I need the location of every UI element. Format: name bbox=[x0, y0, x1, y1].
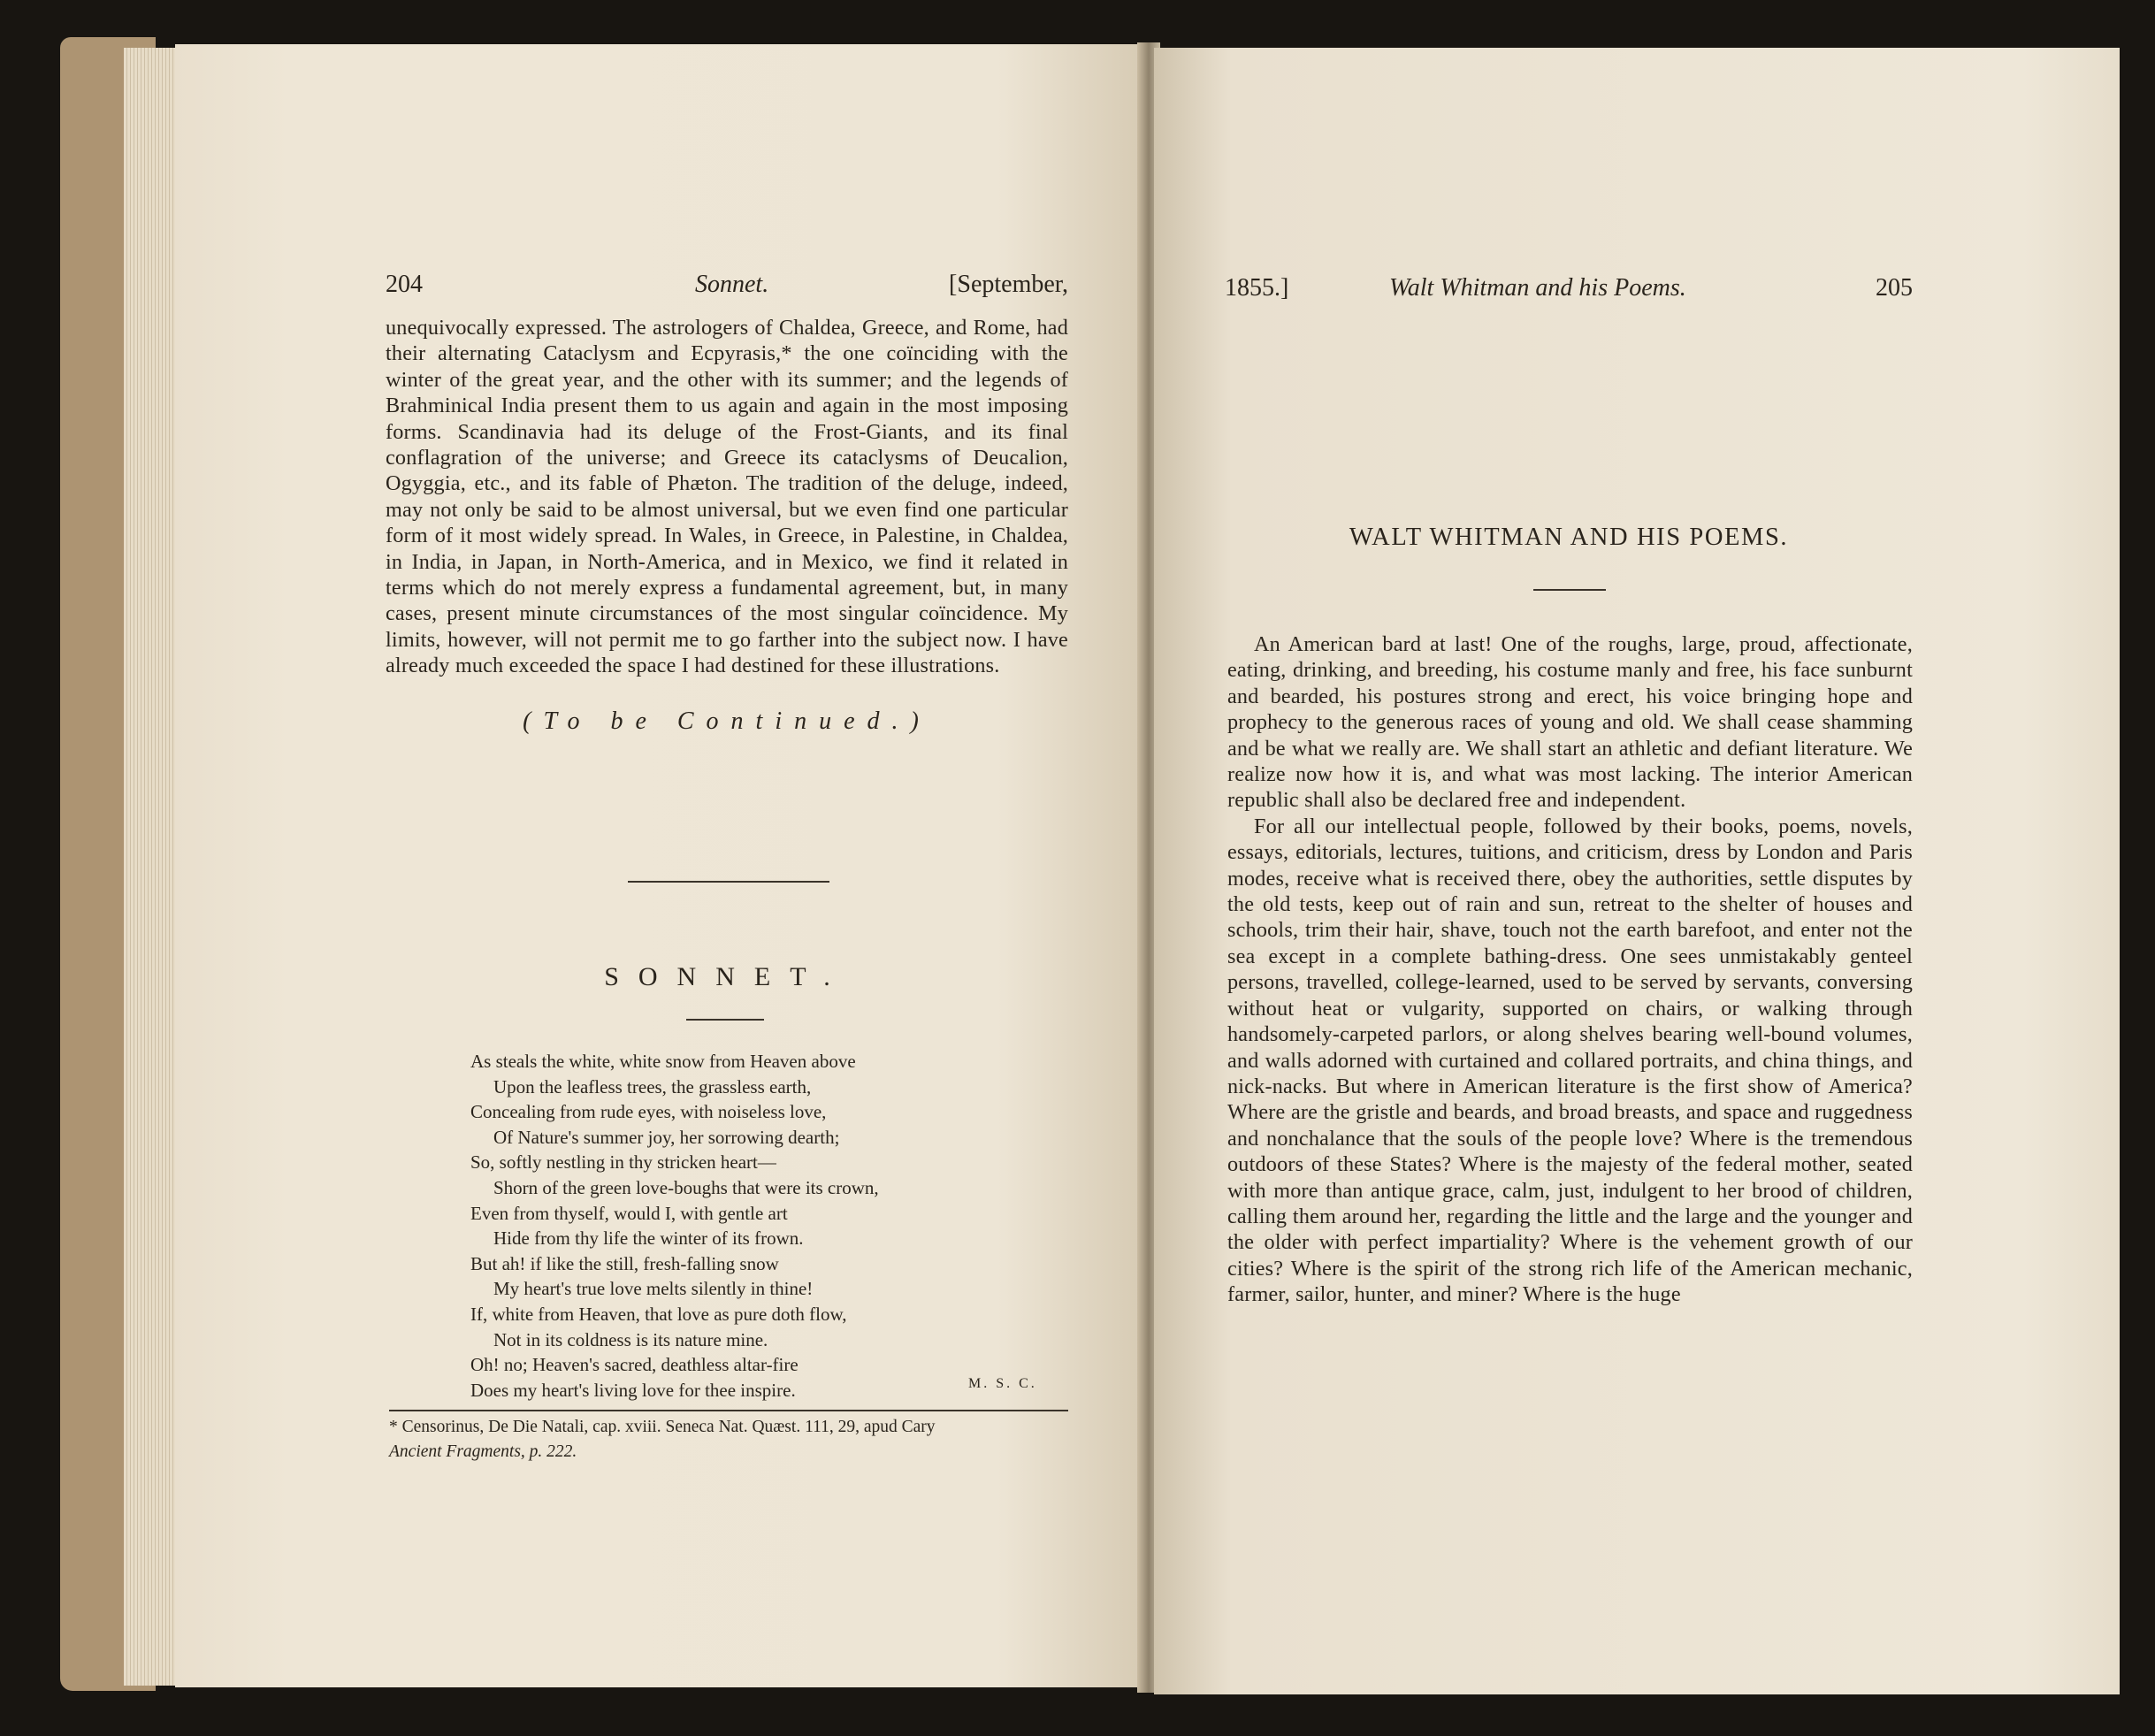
page-stack-edges bbox=[124, 48, 177, 1686]
right-page-number: 205 bbox=[1876, 274, 1913, 302]
left-section-rule bbox=[628, 881, 829, 883]
poem-line: Oh! no; Heaven's sacred, deathless altar-fire bbox=[470, 1354, 799, 1376]
right-text-column bbox=[1227, 631, 1913, 1308]
left-page-number: 204 bbox=[386, 271, 423, 298]
poem-line: Of Nature's summer joy, her sorrowing dearth; bbox=[493, 1126, 840, 1148]
poem-line: Shorn of the green love-boughs that were its crown, bbox=[493, 1176, 879, 1198]
article-title-rule bbox=[1533, 589, 1606, 591]
poem-line: So, softly nestling in thy stricken heart— bbox=[470, 1151, 776, 1174]
poem-line: Upon the leafless trees, the grassless earth, bbox=[493, 1075, 812, 1097]
footnote-line: * Censorinus, De Die Natali, cap. xviii. Seneca Nat. Quæst. 111, 29, apud Cary bbox=[389, 1418, 936, 1436]
left-running-title: Sonnet. bbox=[695, 271, 769, 298]
footnote bbox=[389, 1415, 1088, 1465]
right-paragraph: For all our intellectual people, followed by their books, poems, novels, essays, editorials, lectures, tuitions, and criticism, dress by London and Paris modes, receive what is received there, obey the authorities, settle disputes by the old tests, keep out of rain and sun, retreat to the shelter of houses and schools, trim their hair, shave, touch not the earth barefoot, and enter not the sea except in a complete bathing-dress. One sees unmistakably genteel persons, travelled, college-learned, used to be served by servants, conversing without heat or vulgarity, supported on chairs, or walking through handsomely-carpeted parlors, or along shelves bearing well-bound volumes, and walls adorned with curtained and collared portraits, and china things, and nick-nacks. But where in American literature is the first show of America? Where are the gristle and beards, and broad breasts, and space and ruggedness and nonchalance that the souls of the people love? Where is the tremendous outdoors of these States? Where is the majesty of the federal mother, seated with more than antique grace, calm, just, indulgent to her brood of children, calling them around her, regarding the little and the large and the younger and the older with perfect impartiality? Where is the vehement growth of our cities? Where is the spirit of the strong rich life of the American mechanic, farmer, sailor, hunter, and miner? Where is the huge bbox=[1227, 814, 1913, 1307]
poem-line: If, white from Heaven, that love as pure doth flow, bbox=[470, 1303, 847, 1325]
left-running-date: [September, bbox=[949, 271, 1068, 298]
footnote-rule bbox=[389, 1410, 1068, 1411]
right-running-head bbox=[1225, 269, 1913, 308]
poem-line: Concealing from rude eyes, with noiseless love, bbox=[470, 1101, 827, 1123]
sonnet-poem bbox=[470, 1049, 1054, 1403]
article-title: WALT WHITMAN AND HIS POEMS. bbox=[1349, 524, 1789, 551]
left-paragraph: unequivocally expressed. The astrologers of Chaldea, Greece, and Rome, had their alternating Cataclysm and Ecpyrasis,* the one coïnciding with the winter of the great year, and the other with its summer; and the legends of Brahminical India present them to us again and again in the most imposing forms. Scandinavia had its deluge of the Frost-Giants, and its final conflagration of the universe; and Greece its cataclysms of Deucalion, Ogyggia, etc., and its fable of Phæton. The tradition of the deluge, indeed, may not only be said to be almost universal, but we even find one particular form of it most widely spread. In Wales, in Greece, in Palestine, in Chaldea, in India, in Japan, in North-America, and in Mexico, we find it related in terms which do not merely express a fundamental agreement, but, in many cases, present minute circumstances of the most singular coïncidence. My limits, however, will not permit me to go farther into the subject now. I have already much exceeded the space I had destined for these illustrations. bbox=[386, 316, 1068, 678]
left-running-head bbox=[386, 265, 1068, 304]
poem-line: Does my heart's living love for thee inspire. bbox=[470, 1379, 796, 1401]
left-text-column bbox=[386, 315, 1068, 736]
sonnet-title-rule bbox=[686, 1019, 764, 1021]
poem-line: But ah! if like the still, fresh-falling snow bbox=[470, 1252, 779, 1274]
sonnet-title: SONNET. bbox=[604, 962, 850, 991]
poem-line: Even from thyself, would I, with gentle art bbox=[470, 1202, 788, 1224]
right-paragraph: An American bard at last! One of the roughs, large, proud, affectionate, eating, drinking, and breeding, his costume manly and free, his face sunburnt and bearded, his postures strong and erect, his voice bringing hope and prophecy to the generous races of young and old. We shall cease shamming and be what we really are. We shall start an athletic and defiant literature. We realize now how it is, and what was most lacking. The interior American republic shall also be declared free and independent. bbox=[1227, 632, 1913, 813]
poem-line: My heart's true love melts silently in thine! bbox=[493, 1278, 814, 1300]
poem-signature: M. S. C. bbox=[968, 1376, 1037, 1391]
right-running-title: Walt Whitman and his Poems. bbox=[1389, 274, 1686, 302]
to-be-continued: (To be Continued.) bbox=[523, 707, 931, 735]
poem-line: Not in its coldness is its nature mine. bbox=[493, 1328, 768, 1350]
footnote-line: Ancient Fragments, p. 222. bbox=[389, 1442, 577, 1461]
poem-line: Hide from thy life the winter of its frown. bbox=[493, 1227, 804, 1250]
poem-line: As steals the white, white snow from Heaven above bbox=[470, 1051, 856, 1072]
right-running-date: 1855.] bbox=[1225, 274, 1289, 302]
